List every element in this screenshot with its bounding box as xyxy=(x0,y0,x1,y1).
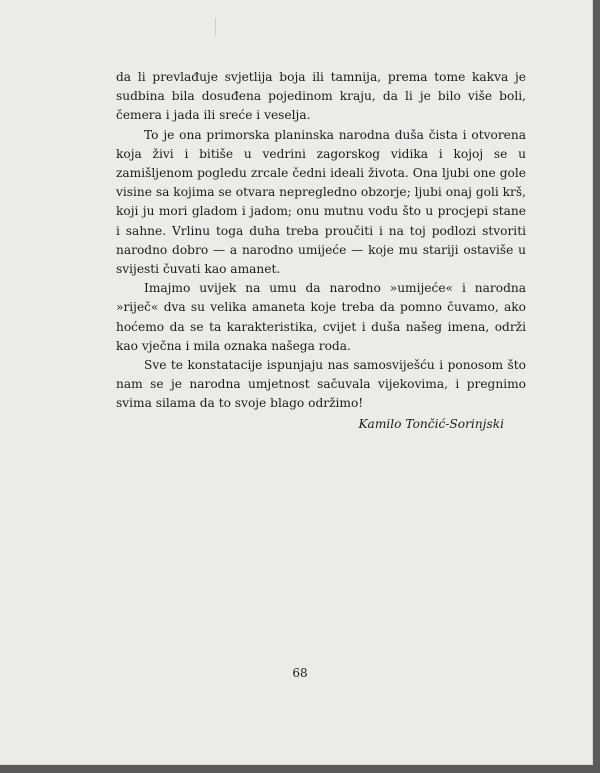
paragraph-2: To je ona primorska planinska narodna duša čista i otvorena koja živi i bitiše u vedrini zagorskog vidika i kojoj se u zamišljenom pogledu zrcale čedni ideali života. Ona ljubi one gole visine sa kojima se otvara nepregledno obzorje; ljubi onaj goli krš, koji ju mori gladom i jadom; onu mutnu vodu što u procjepi stane i sahne. Vrlinu toga duha treba proučiti i na toj podlozi stvoriti narodno dobro — a narodno umijeće — koje mu stariji ostaviše u svijesti čuvati kao amanet. xyxy=(116,127,526,277)
paragraph-3: Imajmo uvijek na umu da narodno »umijeće« i narodna »riječ« dva su velika amaneta koje treba da pomno čuvamo, ako hoćemo da se ta karakteristika, cvijet i duša našeg imena, održi kao vječna i mila oznaka našega roda. xyxy=(116,281,526,353)
body-text xyxy=(116,68,526,434)
page-number: 68 xyxy=(292,666,308,680)
paragraph-1: da li prevlađuje svjetlija boja ili tamnija, prema tome kakva je sudbina bila dosuđena pojedinom kraju, da li je bilo više boli, čemera i jada ili sreće i veselja. xyxy=(116,70,526,123)
author-signature: Kamilo Tončić-Sorinjski xyxy=(358,416,504,431)
paragraph-4: Sve te konstatacije ispunjaju nas samosviješću i ponosom što nam se je narodna umjetnost sačuvala vijekovima, i pregnimo svima silama da to svoje blago održimo! xyxy=(116,358,526,411)
page-fold-mark xyxy=(215,18,216,36)
